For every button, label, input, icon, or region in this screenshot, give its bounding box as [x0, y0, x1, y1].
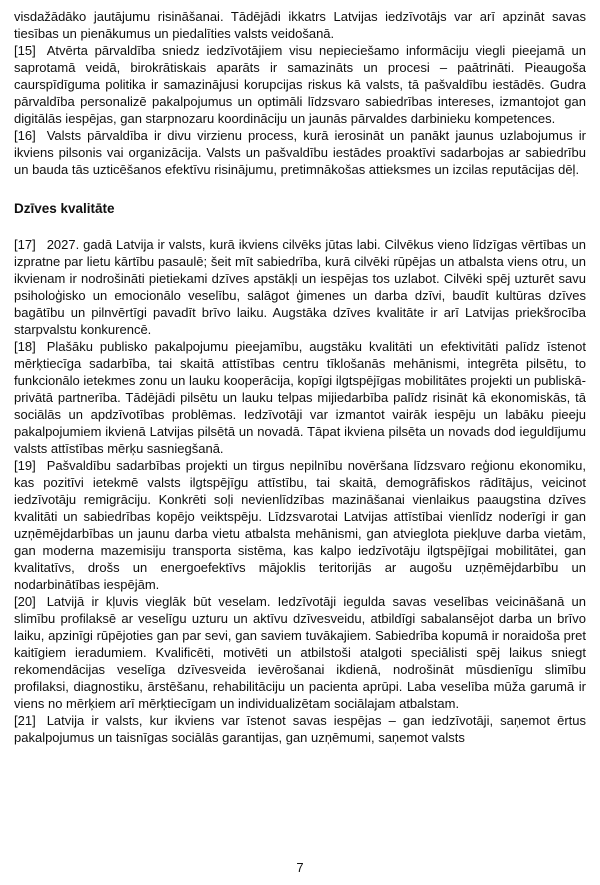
paragraph-number: [17] — [14, 237, 36, 252]
paragraph-text: Atvērta pārvaldība sniedz iedzīvotājiem visu nepieciešamo informāciju viegli pieejamā un saprotamā veidā, birokrātiskais aparāts ir samazināts un procesi – paātrināti. Pieaugoša caurspīdīguma politika ir samazinājusi korupcijas riskus kā valsts, tā pašvaldību iestādēs. Gudra pārvaldība personalizē pakalpojumus un optimāli līdzsvaro sabiedrības intereses, izmantojot gan digitālās iespējas, gan starpnozaru koordināciju un jaunās pārvaldes darbinieku kompetences. — [14, 43, 586, 126]
paragraph-18 — [14, 338, 586, 457]
paragraph-text: Pašvaldību sadarbības projekti un tirgus nepilnību novēršana līdzsvaro reģionu ekonomiku, kas pozitīvi ietekmē valsts ilgtspējīgu attīstību, tai skaitā, demogrāfiskos rādītājus, veicinot iedzīvotāju remigrāciju. Konkrēti soļi nevienlīdzības mazināšanai vienlaikus paaugstina dzīves kvalitāti un sabiedrības kopējo veiktspēju. Līdzsvarotai Latvijas attīstībai vienlīdz noderīgi ir gan uzņēmējdarbības un jaunu darba vietu atbalsta mehānismi, gan atvieglota piekļuve darba vietām, gan moderna mazemisiju transporta sistēma, kas kalpo iedzīvotāju ilgtspējīgai mobilitātei, gan kvalitatīvs, drošs un energoefektīvs mājoklis teritorijās ar augošu uzņēmējdarbību un nodarbinātības iespējām. — [14, 458, 586, 592]
section-heading: Dzīves kvalitāte — [14, 201, 115, 216]
paragraph-number: [18] — [14, 339, 36, 354]
paragraph-16 — [14, 127, 586, 178]
paragraph-text: Latvija ir valsts, kur ikviens var īstenot savas iespējas – gan iedzīvotāji, saņemot ērtus pakalpojumus un taisnīgas sociālās garantijas, gan uzņēmumi, saņemot valsts — [14, 713, 586, 745]
paragraph-text: 2027. gadā Latvija ir valsts, kurā ikviens cilvēks jūtas labi. Cilvēkus vieno līdzīgas vērtības un izpratne par lietu kārtību pasaulē; šeit mīt sabiedrība, kurā cilvēki rūpējas un atbalsta viens otru, un ikvienam ir nodrošināti pietiekami dzīves apstākļi un iespējas tos uzlabot. Cilvēki spēj uzturēt savu psiholoģisko un emocionālo veselību, salāgot ģimenes un darba dzīvi, baudīt kultūras dzīves bagātību un pilnvērtīgi pavadīt brīvo laiku. Augstāka dzīves kvalitāte ir arī Latvijas priekšrocība starpvalstu konkurencē. — [14, 237, 586, 337]
paragraph-15 — [14, 42, 586, 127]
paragraph-text: Latvijā ir kļuvis vieglāk būt veselam. Iedzīvotāji iegulda savas veselības veicināšanā un slimību profilaksē ar veselīgu uzturu un aktīvu dzīvesveidu, atbildīgi sabalansējot darba un brīvo laiku, apzinīgi rūpējoties gan par sevi, gan saviem tuvākajiem. Sabiedrība kopumā ir noraidoša pret kaitīgiem ieradumiem. Kvalificēti, motivēti un atbilstoši atalgoti speciālisti spēj laikus sniegt rekomendācijas veselīga dzīvesveida ievērošanai ikdienā, nodrošināt mūsdienīgu slimību profilaksi, diagnostiku, ārstēšanu, rehabilitāciju un pacienta aprūpi. Laba veselība mūža garumā ir viens no mērķiem arī mērķtiecīgam un individualizētam sociālajam atbalstam. — [14, 594, 586, 711]
paragraph-number: [19] — [14, 458, 36, 473]
paragraph-17 — [14, 236, 586, 338]
paragraph-number: [15] — [14, 43, 36, 58]
paragraph-19 — [14, 457, 586, 593]
paragraph-number: [20] — [14, 594, 36, 609]
paragraph-text: Plašāku publisko pakalpojumu pieejamību, augstāku kvalitāti un efektivitāti palīdz īstenot mērķtiecīga sadarbība, tai skaitā attīstības centru tīklošanās mehānismi, integrēta pilsētu, to funkcionālo ietekmes zonu un lauku kooperācija, kopīgi ilgtspējīgas mobilitātes projekti un publiskā-privātā partnerība. Tādējādi pilsētu un lauku telpas mijiedarbība palīdz risināt kā ekonomiskās, tā sociālās un apdzīvotības problēmas. Iedzīvotāji var izmantot vairāk iespēju un labāku pieeju pakalpojumiem ikvienā Latvijas pilsētā un novadā. Tāpat ikviena pilsēta un novads dod ieguldījumu valsts attīstības mērķu sasniegšanā. — [14, 339, 586, 456]
paragraph-20 — [14, 593, 586, 712]
paragraph-number: [21] — [14, 713, 36, 728]
paragraph-text: Valsts pārvaldība ir divu virzienu process, kurā ierosināt un panākt jaunus uzlabojumus ir ikviens pilsonis vai organizācija. Valsts un pašvaldību iestādes proaktīvi sadarbojas ar sabiedrību un bauda tās uzticēšanos efektīvu risinājumu, pretimnākošas attieksmes un izcilas reputācijas dēļ. — [14, 128, 586, 177]
page-number: 7 — [296, 860, 304, 875]
paragraph-21 — [14, 712, 586, 746]
paragraph-number: [16] — [14, 128, 36, 143]
paragraph-continuation: visdažādāko jautājumu risināšanai. Tādējādi ikkatrs Latvijas iedzīvotājs var arī apzināt savas tiesības un pienākumus un piedalīties valsts veidošanā. — [14, 9, 586, 41]
